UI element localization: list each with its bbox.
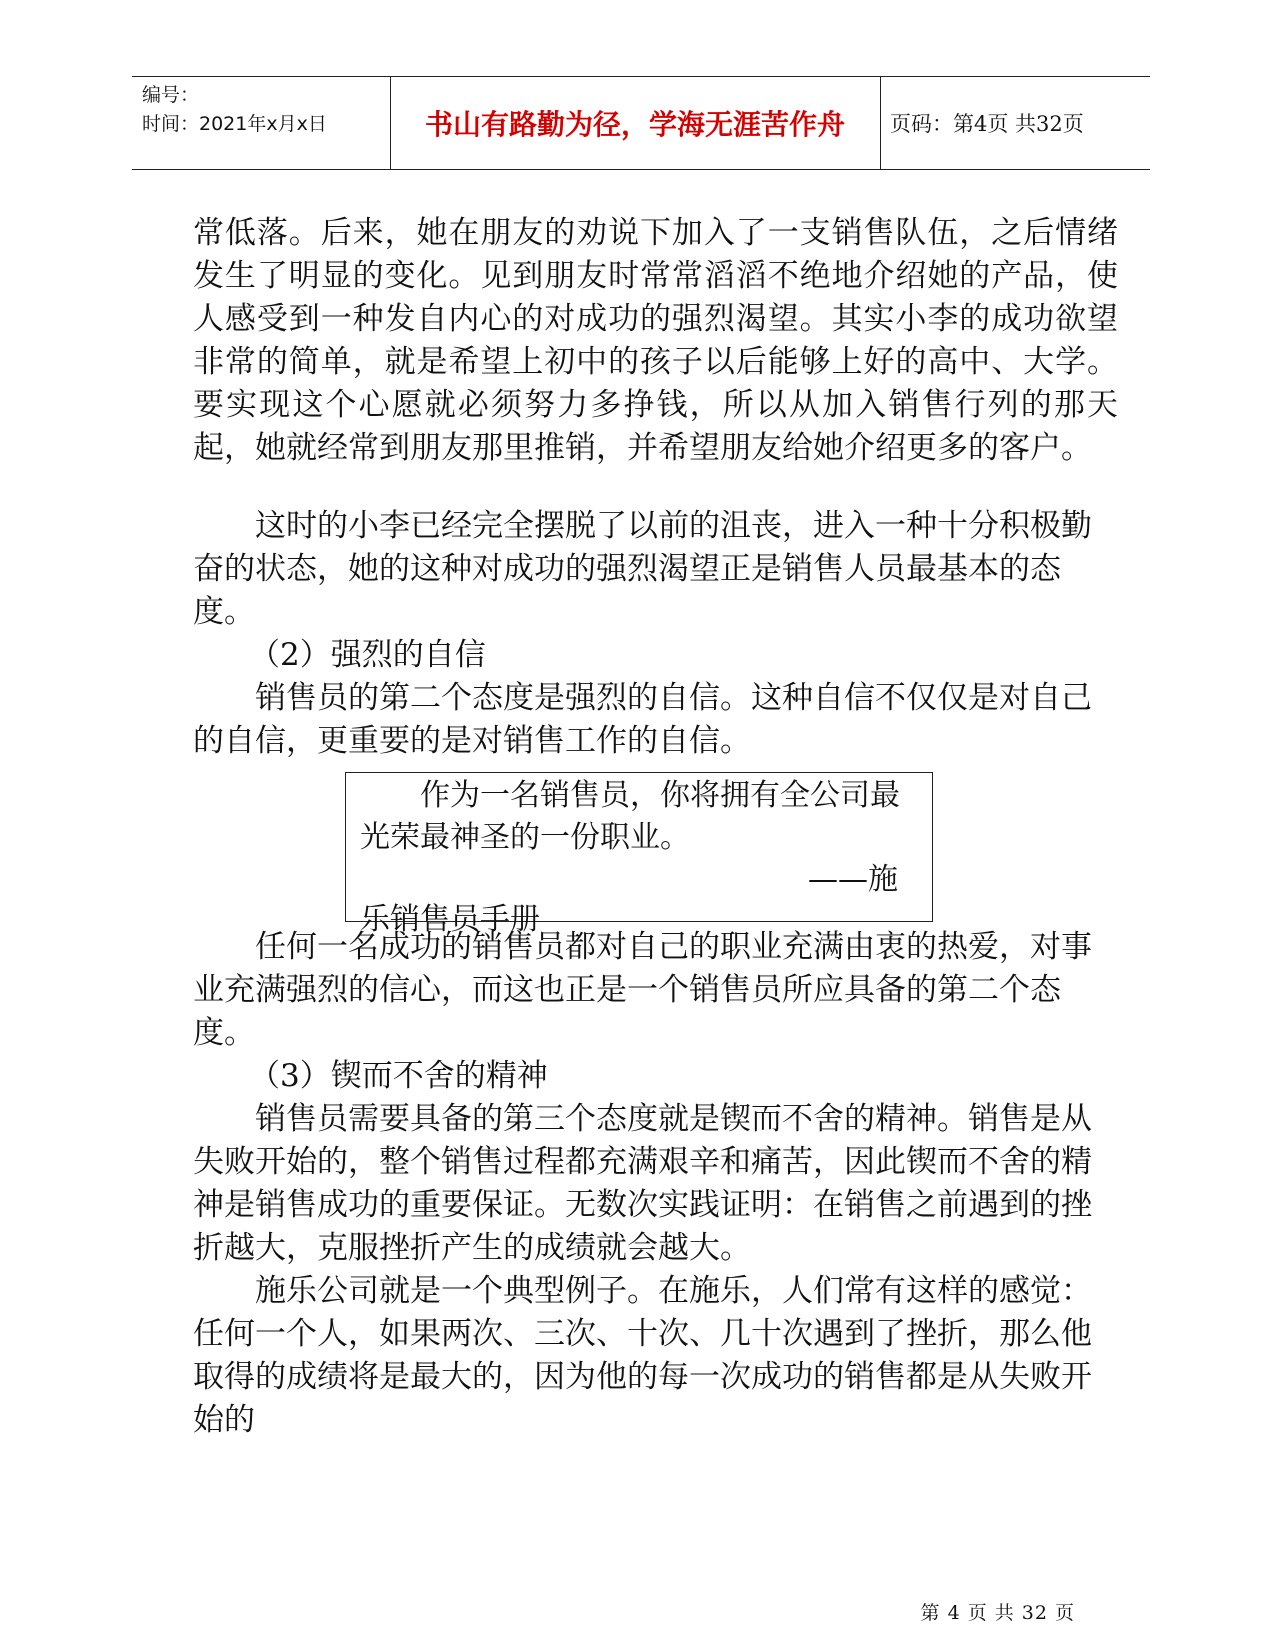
header-divider — [880, 77, 881, 169]
quote-text: 作为一名销售员，你将拥有全公司最光荣最神圣的一份职业。 — [360, 778, 900, 855]
paragraph: 施乐公司就是一个典型例子。在施乐，人们常有这样的感觉：任何一个人，如果两次、三次、十次、几十次遇到了挫折，那么他取得的成绩将是最大的，因为他的每一次成功的销售都是从失败开始的 — [193, 1273, 1092, 1438]
page-footer: 第 4 页 共 32 页 — [920, 1602, 1075, 1624]
header-time: 时间：2021年x月x日 — [142, 113, 327, 135]
paragraph: 销售员的第二个态度是强烈的自信。这种自信不仅仅是对自己的自信，更重要的是对销售工作的自信。 — [193, 680, 1092, 759]
section-heading: （3）锲而不舍的精神 — [249, 1058, 548, 1094]
quote-signature: ——施 — [808, 862, 898, 897]
body-section-bottom — [193, 926, 1118, 1442]
paragraph: 销售员需要具备的第三个态度就是锲而不舍的精神。销售是从失败开始的，整个销售过程都充满艰辛和痛苦，因此锲而不舍的精神是销售成功的重要保证。无数次实践证明：在销售之前遇到的挫折越大，克服挫折产生的成绩就会越大。 — [193, 1101, 1092, 1266]
header-divider — [390, 77, 391, 169]
header-info — [142, 81, 327, 139]
paragraph: 任何一名成功的销售员都对自己的职业充满由衷的热爱，对事业充满强烈的信心，而这也正是一个销售员所应具备的第二个态度。 — [193, 929, 1092, 1051]
section-heading: （2）强烈的自信 — [249, 637, 486, 673]
body-section-top — [193, 212, 1118, 763]
document-header — [132, 76, 1150, 170]
header-motto: 书山有路勤为径，学海无涯苦作舟 — [424, 108, 845, 141]
quote-box — [345, 772, 933, 937]
header-number: 编号： — [142, 84, 200, 106]
paragraph: 这时的小李已经完全摆脱了以前的沮丧，进入一种十分积极勤奋的状态，她的这种对成功的强烈渴望正是销售人员最基本的态度。 — [193, 508, 1092, 630]
paragraph-continued: 常低落。后来，她在朋友的劝说下加入了一支销售队伍，之后情绪发生了明显的变化。见到朋友时常常滔滔不绝地介绍她的产品，使人感受到一种发自内心的对成功的强烈渴望。其实小李的成功欲望非常的简单，就是希望上初中的孩子以后能够上好的高中、大学。要实现这个心愿就必须努力多挣钱，所以从加入销售行列的那天起，她就经常到朋友那里推销，并希望朋友给她介绍更多的客户。 — [193, 215, 1118, 466]
quote-source: 乐销售员手册 — [360, 902, 540, 937]
header-page-number: 页码：第4页 共32页 — [890, 112, 1084, 136]
